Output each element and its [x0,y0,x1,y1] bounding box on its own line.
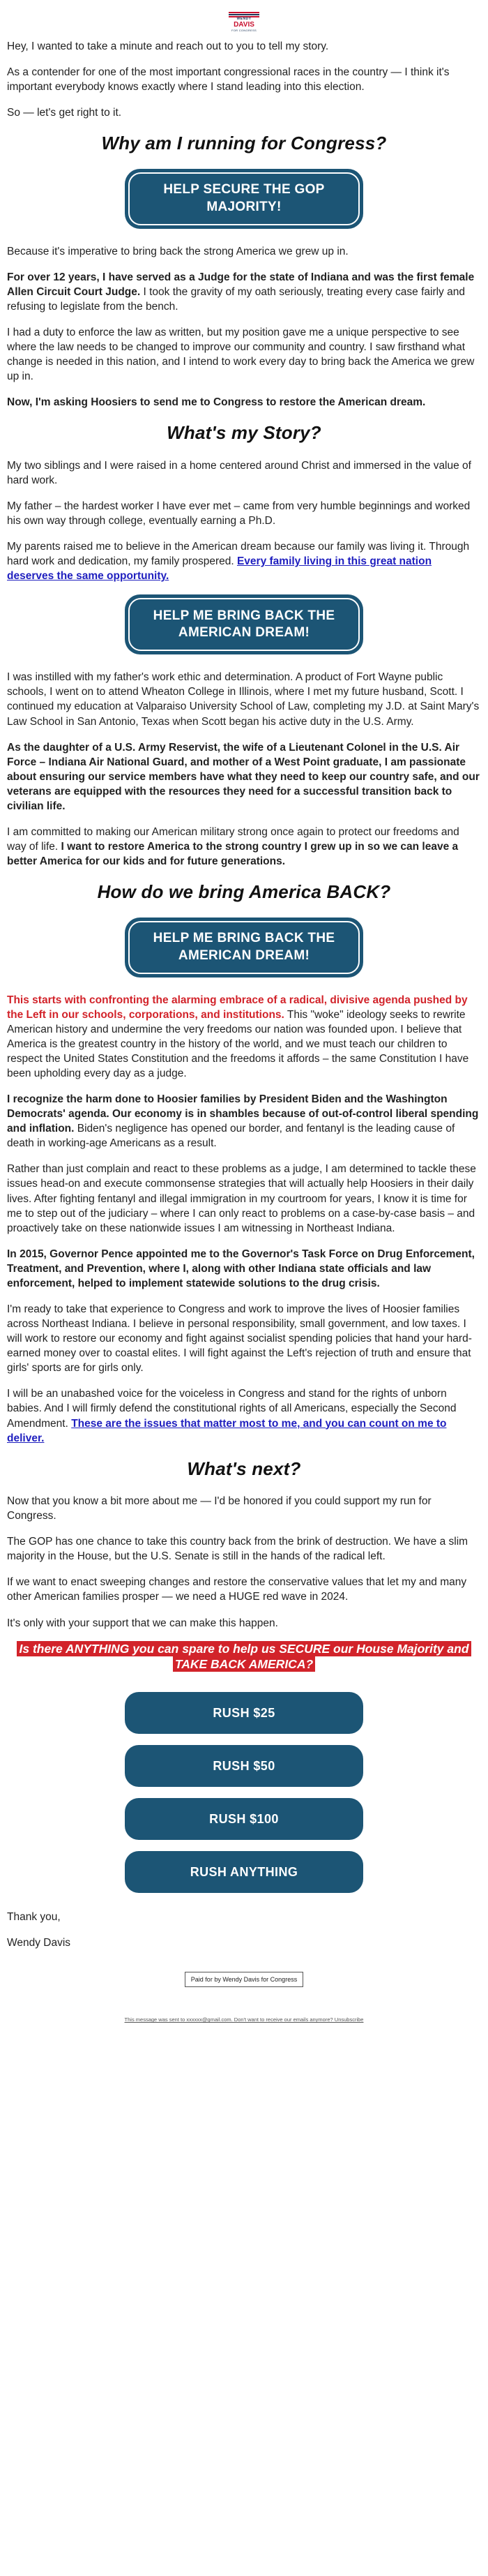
banner-text: Is there ANYTHING you can spare to help us SECURE our House Majority and TAKE BACK AMERICA? [17,1641,471,1672]
intro-paragraph: Hey, I wanted to take a minute and reach out to you to tell my story. [7,40,329,52]
paragraph: Rather than just complain and react to these problems as a judge, I am determined to tackle these issues head-on and execute commonsense strategies that will actually help Hoosiers in their daily lives. After fighting fentanyl and illegal immigration in my courtroom for years, I know it is time for me to step out of the judiciary – where I can only react to problems on a case-by-case basis – and proactively take on these nationwide issues I am witnessing in Northeast Indiana. [7,1163,476,1234]
logo-line-1: WENDY [236,16,252,21]
paragraph [7,825,481,869]
section-heading-bring-back: How do we bring America BACK? [97,881,391,903]
bold-text: For over 12 years, I have served as a Judge for the state of Indiana and was the first female Allen Circuit Court Judge. [7,271,475,298]
paragraph [7,270,481,314]
bring-back-dream-button-2[interactable] [125,918,363,978]
text: I took the gravity of my oath seriously, treating every case fairly and refusing to legislate from the bench. [7,285,465,313]
paragraph: If we want to enact sweeping changes and restore the conservative values that let my and many other American families prosper — we need a HUGE red wave in 2024. [7,1576,467,1603]
logo-line-2: DAVIS [234,20,254,29]
paragraph: I was instilled with my father's work ethic and determination. A product of Fort Wayne public schools, I went on to attend Wheaton College in Illinois, where I met my future husband, Scott. I continued my education at Valparaiso University School of Law, completing my J.D. at Saint Mary's Law School in San Antonio, Texas when Scott began his active duty in the U.S. Army. [7,671,480,728]
logo-line-3: FOR CONGRESS [231,28,257,32]
section-heading-my-story: What's my Story? [167,422,321,444]
paragraph: The GOP has one chance to take this country back from the brink of destruction. We have a slim majority in the House, but the U.S. Senate is still in the hands of the radical left. [7,1536,468,1563]
paragraph [7,1092,481,1151]
paragraph: Now that you know a bit more about me — I'd be honored if you could support my run for Congress. [7,1495,432,1522]
section-heading-whats-next: What's next? [187,1458,301,1479]
paragraph: Because it's imperative to bring back the strong America we grew up in. [7,245,349,257]
text: This "woke" ideology seeks to rewrite American history and undermine the very freedoms our nation was founded upon. I believe that America is the greatest country in the history of the world, and we must teach our children to respect the United States Constitution and the freedoms it affords – the same Constitution I have been upholding every day as a judge. [7,1008,469,1079]
paragraph [7,539,481,583]
paragraph [7,1386,481,1445]
unsubscribe-notice [7,2016,481,2023]
paragraph [7,993,481,1081]
bold-text: I want to restore America to the strong country I grew up in so we can leave a better America for our kids and for future generations. [7,841,459,868]
donation-banner [7,1642,481,1672]
rush-50-button[interactable]: RUSH $50 [125,1745,363,1787]
button-label: HELP ME BRING BACK THE AMERICAN DREAM! [153,931,335,963]
paragraph: Now, I'm asking Hoosiers to send me to Congress to restore the American dream. [7,396,426,409]
email-body [0,39,488,2023]
section-heading-why-running: Why am I running for Congress? [101,133,387,154]
footer [7,1971,481,2023]
intro-paragraph: So — let's get right to it. [7,107,122,119]
paragraph: I had a duty to enforce the law as written, but my position gave me a unique perspective to see where the law needs to be changed to improve our community and country. I saw firsthand what change is needed in this nation, and I intend to work every day to bring back the America we grew up in. [7,326,475,383]
donate-buttons [7,1692,481,1893]
unsubscribe-text[interactable]: This message was sent to xxxxxx@gmail.com. Don't want to receive our emails anymore? Unsubscribe [124,2016,364,2023]
secure-gop-majority-button[interactable] [125,169,363,229]
button-label: HELP ME BRING BACK THE AMERICAN DREAM! [153,608,335,641]
header [0,0,488,39]
paragraph: In 2015, Governor Pence appointed me to the Governor's Task Force on Drug Enforcement, Treatment, and Prevention, where I, along with other Indiana state officials and law enforcement, helped to implement statewide solutions to the drug crisis. [7,1248,475,1289]
paragraph: As the daughter of a U.S. Army Reservist, the wife of a Lieutenant Colonel in the U.S. Air Force – Indiana Air National Guard, and mother of a West Point graduate, I am passionate about ensuring our service members have what they need to keep our country safe, and our veterans are equipped with the resources they need for a successful transition back to civilian life. [7,741,480,812]
rush-100-button[interactable]: RUSH $100 [125,1798,363,1840]
paragraph: I'm ready to take that experience to Congress and work to improve the lives of Hoosier families across Northeast Indiana. I believe in personal responsibility, small government, and low taxes. I will work to restore our economy and fight against socialist spending policies that hand your hard-earned money over to coastal elites. I will fight against the Left's rejection of truth and ensure that girls' sports are for girls only. [7,1303,472,1375]
signoff-name: Wendy Davis [7,1936,71,1949]
red-bold-text: This starts with confronting the alarming embrace of a radical, divisive agenda pushed by the Left in our schools, corporations, and institutions. [7,994,468,1021]
campaign-logo [227,10,261,33]
text: I am committed to making our American military strong once again to protect our freedoms and way of life. [7,825,459,853]
text: My parents raised me to believe in the American dream because our family was living it. Through hard work and dedication, my family prospered. [7,541,470,568]
paragraph: My father – the hardest worker I have ever met – came from very humble beginnings and worked his own way through college, eventually earning a Ph.D. [7,500,471,527]
issues-link[interactable]: These are the issues that matter most to me, and you can count on me to deliver. [7,1417,447,1444]
paid-for-disclaimer: Paid for by Wendy Davis for Congress [185,1972,303,1987]
paragraph: My two siblings and I were raised in a home centered around Christ and immersed in the value of hard work. [7,459,471,486]
bring-back-dream-button[interactable] [125,594,363,654]
opportunity-link[interactable]: Every family living in this great nation deserves the same opportunity. [7,555,432,583]
text: I will be an unabashed voice for the voiceless in Congress and stand for the rights of unborn babies. And I will firmly defend the constitutional rights of all Americans, especially the Second Amendment. [7,1388,457,1430]
text: Biden's negligence has opened our border, and fentanyl is the leading cause of death in working-age Americans as a result. [7,1123,455,1150]
signoff-thanks: Thank you, [7,1910,61,1923]
intro-paragraph: As a contender for one of the most important congressional races in the country — I think it's important everybody knows exactly where I stand leading into this election. [7,66,450,93]
paragraph: It's only with your support that we can make this happen. [7,1617,278,1629]
rush-anything-button[interactable]: RUSH ANYTHING [125,1851,363,1893]
bold-text: I recognize the harm done to Hoosier families by President Biden and the Washington Democrats' agenda. Our economy is in shambles because of out-of-control liberal spending and inflation. [7,1093,479,1135]
button-label: HELP SECURE THE GOP MAJORITY! [163,182,325,214]
rush-25-button[interactable]: RUSH $25 [125,1692,363,1734]
